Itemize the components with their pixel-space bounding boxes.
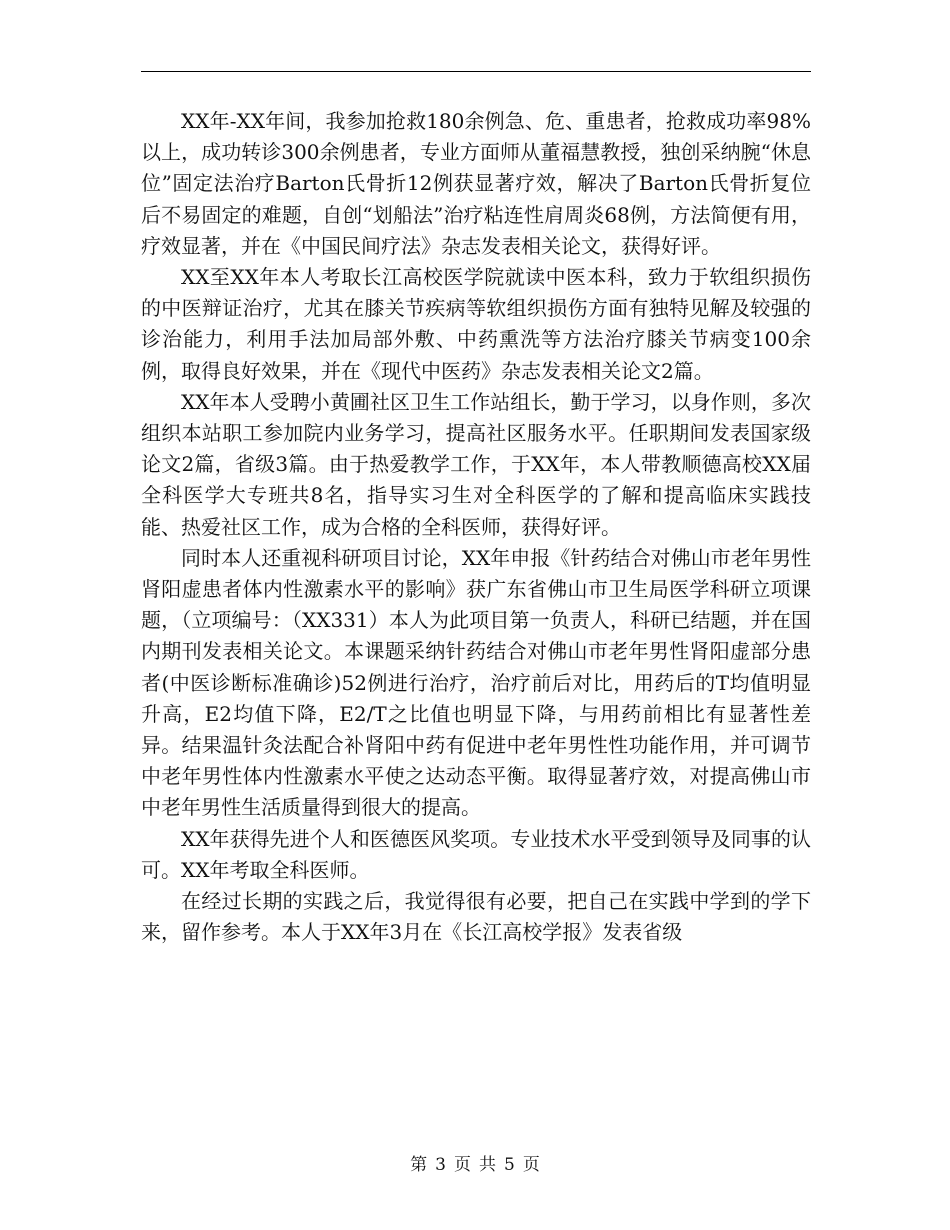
page-footer: [0, 1150, 950, 1175]
footer-ye: 页: [454, 1155, 471, 1175]
footer-gong: 共: [479, 1155, 496, 1175]
paragraph: 在经过长期的实践之后，我觉得很有必要，把自己在实践中学到的学下来，留作参考。本人于XX年3月在《长江高校学报》发表省级: [141, 889, 811, 945]
footer-di: 第: [410, 1155, 428, 1175]
paragraph: XX年获得先进个人和医德医风奖项。专业技术水平受到领导及同事的认可。XX年考取全科医师。: [141, 826, 811, 882]
footer-ye2: 页: [522, 1155, 540, 1175]
header-rule: [141, 71, 811, 72]
paragraph: 同时本人还重视科研项目讨论，XX年申报《针药结合对佛山市老年男性肾阳虚患者体内性激素水平的影响》获广东省佛山市卫生局医学科研立项课题，（立项编号：（XX331）本人为此项目第一负责人，科研已结题，并在国内期刊发表相关论文。本课题采纳针药结合对佛山市老年男性肾阳虚部分患者(中医诊断标准确诊)52例进行治疗，治疗前后对比，用药后的T均值明显升高，E2均值下降，E2/T之比值也明显下降，与用药前相比有显著性差异。结果温针灸法配合补肾阳中药有促进中老年男性性功能作用，并可调节中老年男性体内性激素水平使之达动态平衡。取得显著疗效，对提高佛山市中老年男性生活质量得到很大的提高。: [141, 545, 811, 820]
page-number: 3: [435, 1155, 446, 1175]
paragraph: XX年-XX年间，我参加抢救180余例急、危、重患者，抢救成功率98%以上，成功转诊300余例患者，专业方面师从董福慧教授，独创采纳腕“休息位”固定法治疗Barton氏骨折12例获显著疗效，解决了Barton氏骨折复位后不易固定的难题，自创“划船法”治疗粘连性肩周炎68例，方法简便有用，疗效显著，并在《中国民间疗法》杂志发表相关论文，获得好评。: [141, 109, 811, 258]
paragraph: XX至XX年本人考取长江高校医学院就读中医本科，致力于软组织损伤的中医辩证治疗，尤其在膝关节疾病等软组织损伤方面有独特见解及较强的诊治能力，利用手法加局部外敷、中药熏洗等方法治疗膝关节病变100余例，取得良好效果，并在《现代中医药》杂志发表相关论文2篇。: [141, 265, 811, 383]
document-body: [141, 106, 811, 948]
total-pages: 5: [504, 1155, 515, 1175]
paragraph: XX年本人受聘小黄圃社区卫生工作站组长，勤于学习，以身作则，多次组织本站职工参加院内业务学习，提高社区服务水平。任职期间发表国家级论文2篇，省级3篇。由于热爱教学工作，于XX年，本人带教顺德高校XX届全科医学大专班共8名，指导实习生对全科医学的了解和提高临床实践技能、热爱社区工作，成为合格的全科医师，获得好评。: [141, 389, 811, 539]
